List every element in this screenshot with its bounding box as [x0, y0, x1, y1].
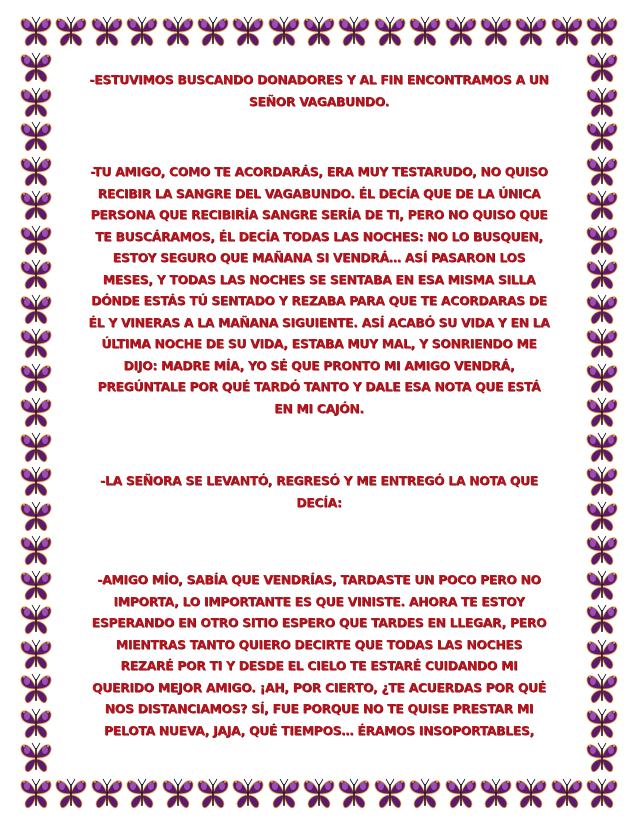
- butterfly-icon: [478, 14, 514, 50]
- butterfly-icon: [89, 14, 125, 50]
- butterfly-icon: [53, 14, 89, 50]
- paragraph-4: -AMIGO MÍO, SABÍA QUE VENDRÍAS, TARDASTE UN POCO PERO NO IMPORTA, LO IMPORTANTE ES QUE VINISTE. AHORA TE ESTOY ESPERANDO EN OTRO SITIO ESPERO QUE TARDES EN LLEGAR, PERO MIENTRAS TANTO QUIERO DECIRTE QUE TODAS LAS NOCHES REZARÉ POR TI Y DESDE EL CIELO TE ESTARÉ CUIDANDO MI QUERIDO MEJOR AMIGO. ¡AH, POR CIERTO, ¿TE ACUERDAS POR QUÉ NOS DISTANCIAMOS? SÍ, FUE PORQUE NO TE QUISE PRESTAR MI PELOTA NUEVA, JAJA, QUÉ TIEMPOS… ÉRAMOS INSOPORTABLES,: [91, 573, 547, 738]
- butterfly-icon: [513, 776, 549, 812]
- butterfly-icon: [584, 671, 620, 707]
- butterfly-icon: [584, 533, 620, 569]
- butterfly-icon: [549, 14, 585, 50]
- butterfly-icon: [336, 14, 372, 50]
- butterfly-icon: [18, 776, 54, 812]
- butterfly-icon: [584, 85, 620, 121]
- butterfly-icon: [18, 361, 54, 397]
- butterfly-icon: [584, 326, 620, 362]
- butterfly-icon: [584, 706, 620, 742]
- butterfly-icon: [230, 776, 266, 812]
- butterfly-icon: [549, 776, 585, 812]
- butterfly-icon: [124, 776, 160, 812]
- butterfly-icon: [584, 119, 620, 155]
- butterfly-icon: [18, 671, 54, 707]
- butterfly-icon: [18, 740, 54, 776]
- butterfly-icon: [266, 14, 302, 50]
- butterfly-icon: [160, 14, 196, 50]
- butterfly-icon: [18, 464, 54, 500]
- butterfly-icon: [372, 14, 408, 50]
- butterfly-icon: [584, 776, 620, 812]
- butterfly-icon: [18, 119, 54, 155]
- butterfly-icon: [53, 776, 89, 812]
- butterfly-icon: [230, 14, 266, 50]
- butterfly-icon: [18, 14, 54, 50]
- butterfly-icon: [584, 292, 620, 328]
- butterfly-icon: [160, 776, 196, 812]
- butterfly-icon: [584, 430, 620, 466]
- butterfly-icon: [18, 568, 54, 604]
- butterfly-icon: [18, 395, 54, 431]
- border-top: [18, 14, 620, 50]
- butterfly-icon: [443, 776, 479, 812]
- butterfly-icon: [18, 602, 54, 638]
- paragraph-1: -ESTUVIMOS BUSCANDO DONADORES Y AL FIN ENCONTRAMOS A UN SEÑOR VAGABUNDO.: [89, 73, 549, 109]
- butterfly-icon: [584, 14, 620, 50]
- butterfly-icon: [18, 326, 54, 362]
- butterfly-icon: [89, 776, 125, 812]
- butterfly-icon: [372, 776, 408, 812]
- butterfly-icon: [584, 50, 620, 86]
- butterfly-icon: [584, 361, 620, 397]
- butterfly-icon: [18, 533, 54, 569]
- butterfly-icon: [18, 223, 54, 259]
- butterfly-icon: [584, 568, 620, 604]
- butterfly-icon: [18, 154, 54, 190]
- butterfly-icon: [301, 14, 337, 50]
- butterfly-icon: [478, 776, 514, 812]
- butterfly-icon: [584, 188, 620, 224]
- butterfly-icon: [584, 602, 620, 638]
- butterfly-icon: [124, 14, 160, 50]
- butterfly-icon: [407, 776, 443, 812]
- paragraph-2: -TU AMIGO, COMO TE ACORDARÁS, ERA MUY TESTARUDO, NO QUISO RECIBIR LA SANGRE DEL VAGABUNDO. ÉL DECÍA QUE DE LA ÚNICA PERSONA QUE RECIBIRÍA SANGRE SERÍA DE TI, PERO NO QUISO QUE TE BUSCÁRAMOS, ÉL DECÍA TODAS LAS NOCHES: NO LO BUSQUEN, ESTOY SEGURO QUE MAÑANA SI VENDRÁ… ASÍ PASARON LOS MESES, Y TODAS LAS NOCHES SE SENTABA EN ESA MISMA SILLA DÓNDE ESTÁS TÚ SENTADO Y REZABA PARA QUE TE ACORDARAS DE ÉL Y VINERAS A LA MAÑANA SIGUIENTE. ASÍ ACABÓ SU VIDA Y EN LA ÚLTIMA NOCHE DE SU VIDA, ESTABA MUY MAL, Y SONRIENDO ME DIJO: MADRE MÍA, YO SÉ QUE PRONTO MI AMIGO VENDRÁ, PREGÚNTALE POR QUÉ TARDÓ TANTO Y DALE ESA NOTA QUE ESTÁ EN MI CAJÓN.: [88, 165, 550, 416]
- butterfly-icon: [584, 740, 620, 776]
- butterfly-icon: [18, 430, 54, 466]
- butterfly-icon: [266, 776, 302, 812]
- border-left: [18, 50, 54, 776]
- butterfly-icon: [584, 499, 620, 535]
- butterfly-icon: [584, 464, 620, 500]
- butterfly-icon: [18, 85, 54, 121]
- butterfly-icon: [18, 188, 54, 224]
- butterfly-icon: [18, 50, 54, 86]
- butterfly-icon: [18, 499, 54, 535]
- butterfly-icon: [584, 154, 620, 190]
- butterfly-icon: [195, 14, 231, 50]
- butterfly-icon: [584, 395, 620, 431]
- butterfly-icon: [584, 637, 620, 673]
- butterfly-icon: [336, 776, 372, 812]
- butterfly-icon: [18, 706, 54, 742]
- border-right: [584, 50, 620, 776]
- butterfly-icon: [301, 776, 337, 812]
- butterfly-icon: [443, 14, 479, 50]
- butterfly-icon: [407, 14, 443, 50]
- butterfly-icon: [513, 14, 549, 50]
- paragraph-3: -LA SEÑORA SE LEVANTÓ, REGRESÓ Y ME ENTREGÓ LA NOTA QUE DECÍA:: [100, 474, 538, 510]
- border-bottom: [18, 776, 620, 812]
- butterfly-icon: [18, 637, 54, 673]
- butterfly-icon: [195, 776, 231, 812]
- butterfly-icon: [584, 257, 620, 293]
- butterfly-icon: [584, 223, 620, 259]
- butterfly-icon: [18, 257, 54, 293]
- butterfly-icon: [18, 292, 54, 328]
